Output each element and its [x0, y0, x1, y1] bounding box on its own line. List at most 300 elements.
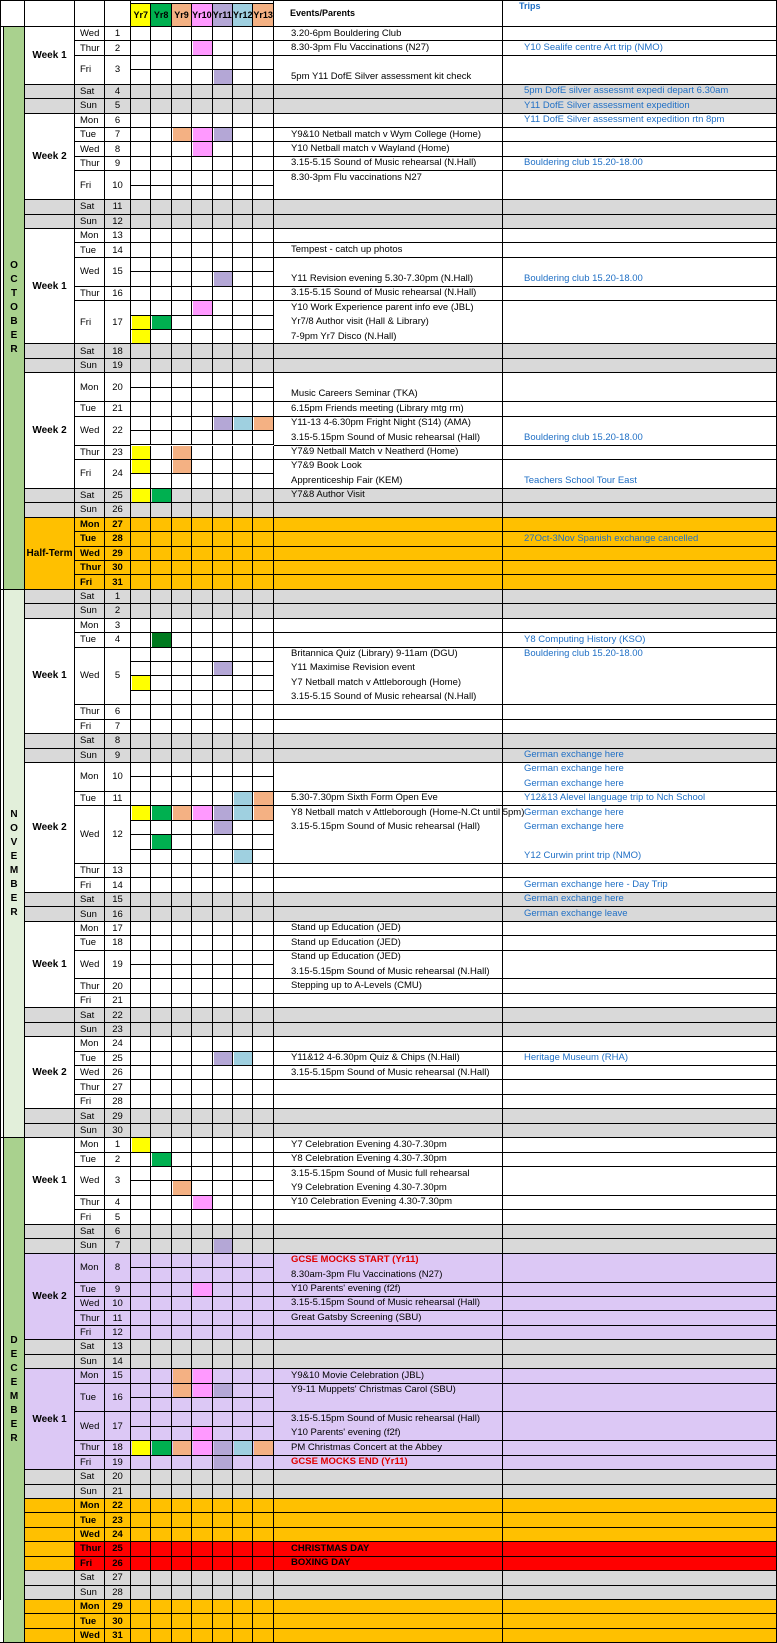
year-cell: [233, 749, 253, 763]
trips-cell: [503, 229, 777, 243]
year-cell: [253, 114, 274, 128]
events-cell: [274, 1326, 503, 1340]
year-cell: [213, 749, 233, 763]
year-cell: [151, 532, 171, 546]
year-cell: [131, 590, 151, 604]
year-cell: [233, 301, 253, 315]
events-cell: [274, 1355, 503, 1369]
trips-cell: [503, 446, 777, 460]
day-name: Tue: [75, 243, 105, 257]
year-cell: [151, 1340, 171, 1354]
year-cell: [213, 99, 233, 113]
year-cell: [151, 864, 171, 878]
year-cell: [192, 1513, 212, 1527]
year-cell: [213, 547, 233, 561]
day-date: 11: [105, 1311, 131, 1325]
year-cell: [233, 561, 253, 575]
year-cell: [253, 619, 274, 633]
day-name: Sat: [75, 1571, 105, 1585]
year-cell: [253, 1384, 274, 1398]
event-text: Tempest - catch up photos: [291, 243, 403, 255]
week-blank-cell: [25, 1571, 75, 1585]
year-cell: [233, 734, 253, 748]
year-cell: [192, 907, 212, 921]
month-edge: [0, 590, 4, 1138]
year-cell: [131, 157, 151, 171]
trips-cell: [503, 1066, 777, 1080]
month-edge: [0, 27, 4, 590]
year-cell: [213, 460, 233, 474]
year-cell: [151, 330, 171, 344]
year-cell: [213, 373, 233, 387]
day-name: Thur: [75, 705, 105, 719]
year-cell: [213, 431, 233, 445]
week-blank-cell: [25, 1008, 75, 1022]
year-cell: [151, 229, 171, 243]
year-cell: [213, 243, 233, 257]
year-cell: [172, 749, 192, 763]
event-text: Y10 Parents' evening (f2f): [291, 1283, 401, 1294]
events-cell: [274, 1470, 503, 1484]
day-date: 28: [105, 532, 131, 546]
events-cell: [274, 720, 503, 734]
year-cell: [233, 1470, 253, 1484]
year-cell: [151, 1384, 171, 1398]
year-cell: [213, 186, 233, 200]
year-cell: [233, 1528, 253, 1542]
year-cell: [172, 114, 192, 128]
year-cell: [151, 604, 171, 618]
trips-cell: [503, 734, 777, 748]
year-cell: [253, 85, 274, 99]
year-mark-yr10: [193, 1427, 212, 1441]
year-cell: [253, 1052, 274, 1066]
year-cell: [192, 878, 212, 892]
year-cell: [192, 1326, 212, 1340]
year-cell: [172, 633, 192, 647]
day-date: 16: [105, 907, 131, 921]
year-cell: [213, 330, 233, 344]
day-name: Mon: [75, 922, 105, 936]
day-date: 14: [105, 243, 131, 257]
year-cell: [213, 936, 233, 950]
year-cell: [172, 1456, 192, 1470]
year-cell: [131, 864, 151, 878]
year-cell: [172, 821, 192, 835]
events-cell: [274, 749, 503, 763]
week-blank-cell: [25, 359, 75, 373]
year-cell: [151, 1138, 171, 1152]
events-cell: [274, 864, 503, 878]
week-blank-cell: [25, 1340, 75, 1354]
year-cell: [233, 215, 253, 229]
year-cell: [151, 41, 171, 55]
year-cell: [253, 388, 274, 402]
year-cell: [233, 1210, 253, 1224]
day-name: Fri: [75, 575, 105, 589]
trip-text: Y11 DofE Silver assessment expedition: [524, 99, 690, 111]
trips-cell: [503, 1441, 777, 1455]
trip-text: Bouldering club 15.20-18.00: [524, 431, 643, 443]
year-cell: [253, 215, 274, 229]
day-date: 12: [105, 215, 131, 229]
year-cell: [213, 1369, 233, 1383]
trips-cell: [503, 590, 777, 604]
year-cell: [131, 1470, 151, 1484]
event-text: 3.20-6pm Bouldering Club: [291, 27, 402, 39]
year-cell: [131, 994, 151, 1008]
day-date: 7: [105, 128, 131, 142]
trip-text: 5pm DofE silver assessmt expedi depart 6.30am: [524, 85, 729, 97]
year-cell: [172, 1153, 192, 1167]
day-name: Tue: [75, 1153, 105, 1167]
year-cell: [131, 604, 151, 618]
week-blank-cell: [25, 1023, 75, 1037]
trips-cell: [503, 575, 777, 589]
year-cell: [253, 330, 274, 344]
year-cell: [151, 128, 171, 142]
trip-text: Bouldering club 15.20-18.00: [524, 272, 643, 284]
year-cell: [233, 344, 253, 358]
year-cell: [192, 99, 212, 113]
day-date: 19: [105, 951, 131, 980]
year-cell: [233, 1355, 253, 1369]
year-cell: [131, 561, 151, 575]
events-cell: [274, 1600, 503, 1614]
events-cell: [274, 85, 503, 99]
year-cell: [233, 1138, 253, 1152]
year-cell: [253, 359, 274, 373]
day-name: Wed: [75, 1629, 105, 1643]
year-cell: [192, 330, 212, 344]
day-date: 13: [105, 1340, 131, 1354]
year-cell: [253, 893, 274, 907]
year-header-yr8: Yr8: [151, 4, 171, 27]
day-name: Sun: [75, 215, 105, 229]
year-cell: [233, 460, 253, 474]
week-label: Week 1: [25, 922, 75, 1009]
event-text: Y9 Celebration Evening 4.30-7.30pm: [291, 1181, 447, 1193]
events-cell: [274, 1124, 503, 1138]
day-date: 22: [105, 1499, 131, 1513]
year-cell: [131, 1037, 151, 1051]
trips-cell: [503, 1196, 777, 1210]
year-cell: [151, 446, 171, 460]
year-cell: [131, 1283, 151, 1297]
week-blank-cell: [25, 1355, 75, 1369]
year-cell: [131, 979, 151, 993]
events-cell: [274, 1080, 503, 1094]
events-cell: [274, 547, 503, 561]
day-name: Sat: [75, 1008, 105, 1022]
year-cell: [131, 1109, 151, 1123]
year-mark-yr7: [132, 806, 151, 820]
year-cell: [192, 1586, 212, 1600]
year-cell: [253, 1311, 274, 1325]
year-cell: [192, 763, 212, 777]
day-date: 20: [105, 979, 131, 993]
trips-cell: [503, 1614, 777, 1628]
trips-cell: [503, 994, 777, 1008]
day-date: 9: [105, 157, 131, 171]
year-cell: [233, 720, 253, 734]
year-cell: [131, 1427, 151, 1441]
year-cell: [151, 792, 171, 806]
year-cell: [131, 936, 151, 950]
year-cell: [172, 56, 192, 70]
day-date: 13: [105, 864, 131, 878]
year-cell: [192, 835, 212, 849]
year-cell: [131, 547, 151, 561]
year-cell: [253, 27, 274, 41]
year-cell: [213, 907, 233, 921]
year-cell: [131, 388, 151, 402]
year-cell: [192, 431, 212, 445]
year-cell: [172, 301, 192, 315]
trip-text: German exchange here: [524, 777, 624, 789]
year-cell: [131, 1398, 151, 1412]
day-date: 23: [105, 1023, 131, 1037]
year-cell: [253, 532, 274, 546]
day-name: Fri: [75, 171, 105, 200]
year-cell: [131, 1167, 151, 1181]
year-cell: [151, 388, 171, 402]
day-date: 22: [105, 417, 131, 446]
year-cell: [172, 1427, 192, 1441]
year-cell: [233, 1109, 253, 1123]
year-cell: [213, 619, 233, 633]
year-cell: [233, 1080, 253, 1094]
year-cell: [253, 1239, 274, 1253]
year-cell: [192, 1225, 212, 1239]
year-cell: [213, 1167, 233, 1181]
year-cell: [192, 474, 212, 488]
year-cell: [233, 1412, 253, 1426]
event-text: Y7&9 Netball Match v Neatherd (Home): [291, 446, 459, 457]
trips-cell: [503, 1412, 777, 1441]
year-cell: [253, 70, 274, 84]
year-cell: [151, 1629, 171, 1643]
events-cell: [274, 1513, 503, 1527]
year-cell: [151, 431, 171, 445]
year-mark-yr11: [214, 662, 233, 676]
month-edge: [0, 1138, 4, 1643]
trips-cell: [503, 561, 777, 575]
year-cell: [131, 142, 151, 156]
day-name: Sun: [75, 604, 105, 618]
year-mark-yr10: [193, 142, 212, 156]
year-cell: [151, 1369, 171, 1383]
year-cell: [172, 922, 192, 936]
year-cell: [253, 1167, 274, 1181]
year-cell: [151, 893, 171, 907]
year-cell: [213, 489, 233, 503]
events-cell: [274, 907, 503, 921]
year-cell: [151, 936, 171, 950]
week-label: Week 2: [25, 373, 75, 488]
trips-cell: [503, 1008, 777, 1022]
year-cell: [213, 1557, 233, 1571]
year-cell: [151, 1037, 171, 1051]
year-cell: [131, 258, 151, 272]
year-cell: [213, 590, 233, 604]
year-cell: [253, 777, 274, 791]
year-cell: [233, 1225, 253, 1239]
year-cell: [172, 1196, 192, 1210]
year-cell: [151, 142, 171, 156]
day-name: Wed: [75, 1528, 105, 1542]
year-cell: [131, 878, 151, 892]
year-cell: [233, 272, 253, 286]
day-name: Mon: [75, 1369, 105, 1383]
event-text: Great Gatsby Screening (SBU): [291, 1311, 422, 1323]
event-text: Stand up Education (JED): [291, 951, 401, 963]
year-cell: [172, 994, 192, 1008]
trips-cell: [503, 1109, 777, 1123]
year-mark-yr9: [173, 128, 192, 142]
year-cell: [253, 1340, 274, 1354]
year-cell: [151, 749, 171, 763]
year-cell: [131, 85, 151, 99]
year-cell: [253, 1355, 274, 1369]
day-date: 9: [105, 749, 131, 763]
year-cell: [192, 1614, 212, 1628]
events-cell: [274, 229, 503, 243]
events-cell: [274, 994, 503, 1008]
year-cell: [172, 258, 192, 272]
day-date: 17: [105, 301, 131, 344]
year-cell: [172, 936, 192, 950]
week-blank-cell: [25, 1470, 75, 1484]
trips-cell: [503, 547, 777, 561]
year-cell: [213, 676, 233, 690]
year-cell: [253, 864, 274, 878]
year-cell: [213, 763, 233, 777]
day-date: 25: [105, 1542, 131, 1556]
event-text: Y10 Celebration Evening 4.30-7.30pm: [291, 1196, 453, 1208]
year-cell: [253, 402, 274, 416]
year-cell: [192, 56, 212, 70]
year-cell: [233, 951, 253, 965]
year-cell: [213, 864, 233, 878]
year-cell: [213, 1427, 233, 1441]
trip-text: Y10 Sealife centre Art trip (NMO): [524, 41, 663, 53]
trips-cell: [503, 1283, 777, 1297]
event-text: 3.15-5.15pm Sound of Music full rehearsal: [291, 1167, 470, 1179]
year-cell: [151, 619, 171, 633]
year-cell: [213, 1571, 233, 1585]
year-cell: [253, 1153, 274, 1167]
event-text: GCSE MOCKS END (Yr11): [291, 1456, 408, 1468]
year-cell: [213, 734, 233, 748]
year-cell: [151, 1095, 171, 1109]
trips-cell: [503, 128, 777, 142]
year-cell: [192, 272, 212, 286]
events-cell: [274, 1239, 503, 1253]
year-cell: [192, 1297, 212, 1311]
day-name: Sun: [75, 1355, 105, 1369]
year-cell: [253, 518, 274, 532]
year-cell: [131, 1571, 151, 1585]
event-text: PM Christmas Concert at the Abbey: [291, 1441, 443, 1453]
year-cell: [192, 1095, 212, 1109]
year-cell: [213, 85, 233, 99]
year-cell: [151, 1196, 171, 1210]
day-date: 21: [105, 402, 131, 416]
year-cell: [192, 215, 212, 229]
event-text: Stand up Education (JED): [291, 936, 401, 948]
month-label: D E C E M B E R: [4, 1138, 25, 1643]
year-cell: [172, 229, 192, 243]
week-label: Week 1: [25, 27, 75, 85]
events-cell: [274, 114, 503, 128]
year-cell: [192, 258, 212, 272]
year-cell: [172, 70, 192, 84]
year-cell: [151, 1239, 171, 1253]
year-cell: [172, 431, 192, 445]
year-cell: [172, 1470, 192, 1484]
events-cell: [274, 200, 503, 214]
year-cell: [192, 561, 212, 575]
year-cell: [151, 1254, 171, 1268]
day-date: 19: [105, 359, 131, 373]
event-text: Apprenticeship Fair (KEM): [291, 474, 403, 486]
event-text: 5.30-7.30pm Sixth Form Open Eve: [291, 792, 438, 804]
year-cell: [253, 1629, 274, 1643]
year-cell: [253, 1023, 274, 1037]
year-mark-yr12: [234, 417, 253, 431]
year-cell: [233, 575, 253, 589]
year-cell: [213, 1124, 233, 1138]
year-cell: [131, 907, 151, 921]
year-cell: [192, 1542, 212, 1556]
trips-cell: [503, 56, 777, 85]
year-cell: [131, 200, 151, 214]
day-name: Fri: [75, 56, 105, 85]
year-cell: [131, 1008, 151, 1022]
year-cell: [172, 243, 192, 257]
year-cell: [172, 878, 192, 892]
day-date: 12: [105, 1326, 131, 1340]
day-date: 7: [105, 1239, 131, 1253]
day-date: 27: [105, 1571, 131, 1585]
trips-cell: [503, 1239, 777, 1253]
year-cell: [151, 763, 171, 777]
year-cell: [192, 936, 212, 950]
year-cell: [213, 878, 233, 892]
year-cell: [131, 41, 151, 55]
day-name: Tue: [75, 1513, 105, 1527]
header-corner: [0, 0, 25, 27]
week-blank-cell: [25, 1225, 75, 1239]
year-cell: [192, 648, 212, 662]
year-cell: [253, 907, 274, 921]
year-cell: [151, 503, 171, 517]
events-cell: [274, 1008, 503, 1022]
year-cell: [172, 705, 192, 719]
year-cell: [192, 676, 212, 690]
day-date: 26: [105, 1557, 131, 1571]
year-cell: [253, 965, 274, 979]
event-text: GCSE MOCKS START (Yr11): [291, 1254, 419, 1266]
year-cell: [213, 1153, 233, 1167]
event-text: 3.15-5.15 Sound of Music rehearsal (N.Hall): [291, 287, 477, 299]
day-date: 24: [105, 1528, 131, 1542]
year-cell: [172, 1326, 192, 1340]
year-cell: [131, 1600, 151, 1614]
year-cell: [172, 1586, 192, 1600]
year-cell: [253, 128, 274, 142]
